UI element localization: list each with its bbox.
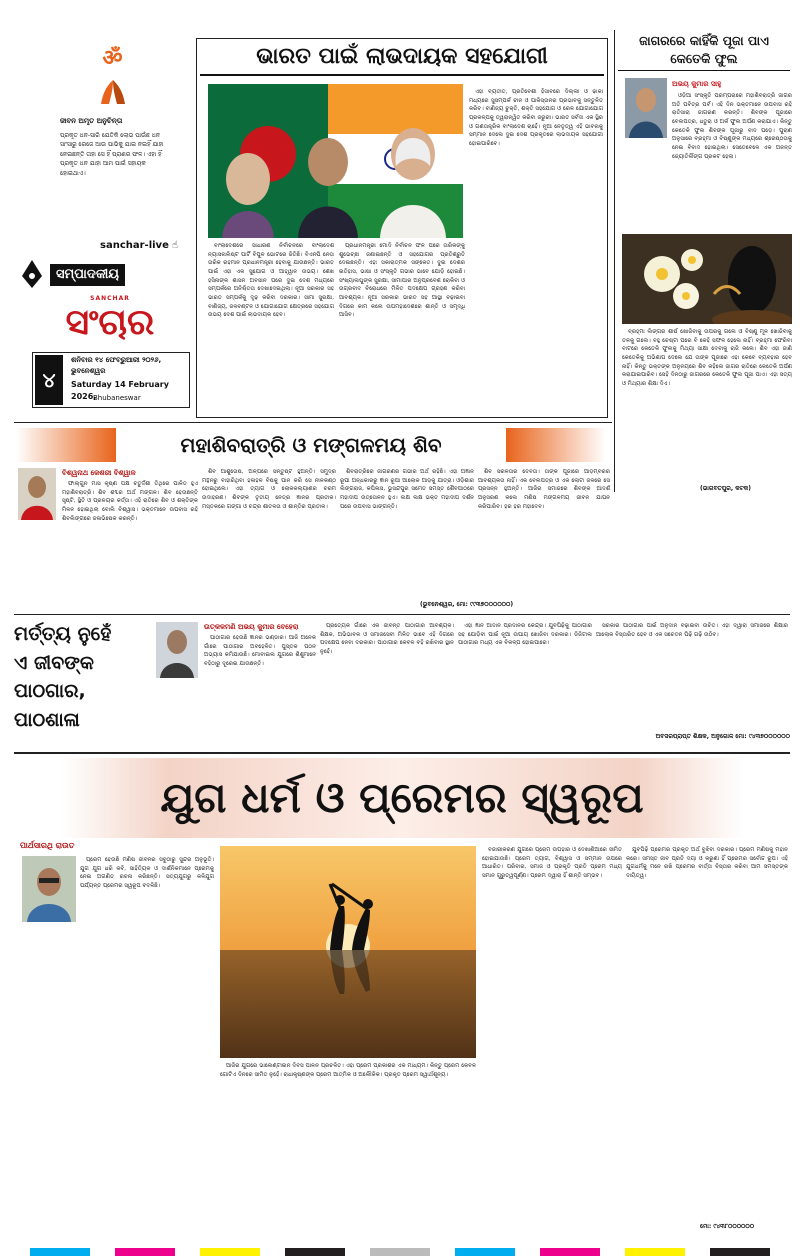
brand-logo: [40, 294, 180, 354]
color-swatch: [115, 1248, 175, 1256]
section-label: [16, 258, 186, 288]
horizontal-divider-3: [14, 752, 790, 754]
shiva-author: ବିଶ୍ୱନାଥ କେଶରୀ ବିଶ୍ୱାଳ: [62, 469, 136, 477]
love-author-photo: [22, 856, 76, 922]
section-title: ସମ୍ପାଦକୀୟ: [50, 264, 125, 286]
editorial-col3: ଏହା ବ୍ୟତୀତ, ପ୍ରତିବେଶୀ ହିସାବରେ ଦିଲ୍ଲୀ ଓ ଢାକା ମଧ୍ୟରେ ସୁସମ୍ପର୍କ ଚୀନ ଓ ପାକିସ୍ତାନର ପ୍ରଭାବକୁ ସନ୍ତୁଳିତ କରିବ। ବାଣିଜ୍ୟ ଚୁକ୍ତି, ଶକ୍ତି ସହଯୋଗ ଓ ରେଳ ଯୋଗାଯୋଗ ପ୍ରକଳ୍ପକୁ ତ୍ୱରାନ୍ୱିତ କରିବା ଜରୁରୀ। ଭାରତ ସର୍ବଦା ଏକ ସ୍ଥିର ଓ ଗଣତାନ୍ତ୍ରିକ ବାଂଲାଦେଶ ଚାହେଁ। ନୂଆ ନେତୃତ୍ୱ ଏହି ଭାବନାକୁ ସମ୍ମାନ ଦେଲେ ଦୁଇ ଦେଶ ପ୍ରକୃତରେ ଲାଭଦାୟକ ସହଯୋଗୀ ହୋଇପାରିବେ।: [469, 89, 603, 147]
quote-text: ପ୍ରକୃତ ଧନ-ସାରି ଯେତିକି ଲୋଭ ପାଉଁଛ ଧନ ସାଂସାରୁ ରେଜେ ଆଉ ପାଭିକୁ ଯାଇ ନଇହିଁ ଯାହା ନେଇଛନ୍ତି ତାହା ସେ ହିଁ ପ୍ରାଣର ଫଳ। ଏହା ହିଁ ପ୍ରକୃତ ଧନ ଯାହା ଆମ ପାଇଁ ସହାୟକ ହୋଇଥାଏ।: [60, 131, 164, 177]
pen-nib-icon: [16, 258, 48, 294]
love-photo: [220, 846, 476, 1058]
om-symbol: ॐ: [102, 46, 123, 71]
library-footer: ଅବସରପ୍ରାପ୍ତ ଶିକ୍ଷକ, ଅନୁଗୋଳ ମୋ: ୯୪୩୭୦୦୦୦୦୦: [655, 733, 790, 740]
horizontal-divider-2: [14, 614, 790, 615]
library-col1: ପାଠାଗାର ହେଉଛି ଜ୍ଞାନର ଭଣ୍ଡାର। ଆଜି ଅନେକ ଗାଁରେ ପାଠାଗାର ଅବହେଳିତ। ପୁସ୍ତକ ପଠନ ଅଭ୍ୟାସ କମିଯାଉଛି। ମୋବାଇଲ ଯୁଗରେ ଶିଶୁମାନେ ବହିଠାରୁ ଦୂରେଇ ଯାଉଛନ୍ତି।: [204, 635, 316, 667]
library-col3: ଏହା ଜ୍ଞାନ ଆଦାନ ପ୍ରଦାନର କେନ୍ଦ୍ର। ଯୁବପିଢ଼ିକୁ ପାଠାଗାର ସହ ଯୋଡ଼ିବା ପାଇଁ ନୂଆ ଉପାୟ ଖୋଜିବା ଦରକାର। ଡିଜିଟାଲ ପାଠାଗାର ମଧ୍ୟ ଏକ ବିକଳ୍ପ ହୋଇପାରେ।: [458, 623, 592, 647]
love-col4: ଯୁବପିଢ଼ି ପ୍ରେମର ପ୍ରକୃତ ଅର୍ଥ ବୁଝିବା ଦରକାର। ପ୍ରେମ ମଣିଷକୁ ମହାନ କରେ। ସମସ୍ତ ଜୀବ ପ୍ରତି ଦୟା ଓ କରୁଣା ହିଁ ପ୍ରେମର ସର୍ବୋଚ୍ଚ ରୂପ। ଏହି ଯୁଗଧର୍ମକୁ ମନେ ରଖି ପ୍ରେମର ବାର୍ତ୍ତା ବିସ୍ତାର କରିବା ଆମ ସମସ୍ତଙ୍କ ଦାୟିତ୍ୱ।: [626, 847, 788, 879]
editorial-col1: ବାଂଲାଦେଶରେ ସାଧାରଣ ନିର୍ବାଚନରେ ବାଂଲାଦେଶ ନ୍ୟାସନାଲିଷ୍ଟ ପାର୍ଟି ବିପୁଳ ଭୋଟରେ ଜିତିଛି। ବିଏନପି ନେତା ତାରିକ ରହମାନ ପ୍ରଧାନମନ୍ତ୍ରୀ ହେବାକୁ ଯାଉଛନ୍ତି। ଭାରତ ପାଇଁ ଏହା ଏକ ସୁଯୋଗ ଓ ଆହ୍ୱାନ ଉଭୟ। ଶେଖ ହସିନାଙ୍କ ଶାସନ ଅବସାନ ପରେ ଦୁଇ ଦେଶ ମଧ୍ୟରେ ସମ୍ପର୍କରେ ଅନିଶ୍ଚିତତା ଦେଖାଦେଇଥିଲା। ନୂଆ ସରକାର ସହ ଭାରତ ସମ୍ପର୍କକୁ ଦୃଢ଼ କରିବା ଦରକାର। ସୀମା ସୁରକ୍ଷା, ବାଣିଜ୍ୟ, ଜଳବଣ୍ଟନ ଓ ଯୋଗାଯୋଗ କ୍ଷେତ୍ରରେ ସହଯୋଗ ଉଭୟ ଦେଶ ପାଇଁ ଲାଭଦାୟକ ହେବ।: [208, 243, 334, 319]
color-swatch: [285, 1248, 345, 1256]
brand-small: SANCHAR: [90, 295, 130, 302]
quote-title: ଜୀବନ ଅମୃତ ଅନୁଚିନ୍ତା: [60, 116, 123, 125]
side-footer: (ଭାଗବତପୁର, କଟକ): [700, 485, 751, 492]
love-col3: ବଜାରୀକରଣ ଯୁଗରେ ପ୍ରେମ ଉପହାର ଓ ଦେଖାଣିଆରେ ସୀମିତ ହୋଇଯାଉଛି। ପ୍ରେମ ତ୍ୟାଗ, ବିଶ୍ୱାସ ଓ ସମ୍ମାନ ଉପରେ ଆଧାରିତ। ପରିବାର, ସମାଜ ଓ ପ୍ରକୃତି ପ୍ରତି ପ୍ରେମ ମଧ୍ୟ ସମାନ ଗୁରୁତ୍ୱପୂର୍ଣ୍ଣ। ପ୍ରେମ ଦ୍ୱାରା ହିଁ ଶାନ୍ତି ସମ୍ଭବ।: [482, 847, 622, 879]
side-author: ଅଭୟ କୁମାର ସାହୁ: [672, 80, 722, 88]
library-col4: ସରକାର ପାଠାଗାର ପାଇଁ ଅନୁଦାନ ବଢ଼ାଇବା ଉଚିତ। ଏହା ଦ୍ୱାରା ସମାଜରେ ଶିକ୍ଷାର ଆଲୋକ ବିସ୍ତାରିତ ହେବ ଓ ଏକ ସଚେତନ ପିଢ଼ି ଗଢ଼ି ଉଠିବ।: [596, 623, 788, 638]
brand-name: ସଂଚାର: [65, 302, 155, 344]
library-headline: ମର୍ତ୍ତ୍ୟ ନୁହେଁ ଏ ଜୀବଙ୍କ ପାଠଗାର, ପାଠଶାଳା: [14, 623, 112, 731]
editorial-photo: [208, 84, 463, 238]
shiva-col3: ଶିବରାତ୍ରିରେ ଜାଗରଣର ଗଭୀର ଅର୍ଥ ରହିଛି। ଏହା ଅଜ୍ଞାନ ରୂପୀ ଅନ୍ଧକାରରୁ ଜ୍ଞାନ ରୂପୀ ଆଲୋକ ଆଡ଼କୁ ଯାତ୍ରା। ଓଡ଼ିଶାର ଲିଙ୍ଗରାଜ, କପିଳାସ, ଭୁସନ୍ଦପୁର ସମେତ ସମସ୍ତ ଶୈବପୀଠରେ ମହାଦୀପ ଉତ୍ତୋଳନ ହୁଏ। ଲକ୍ଷ ଲକ୍ଷ ଭକ୍ତ ମହାଦୀପ ଦର୍ଶନ ପରେ ଉପବାସ ଭାଙ୍ଗନ୍ତି।: [340, 469, 474, 510]
editorial-headline: ଭାରତ ପାଇଁ ଲାଭଦାୟକ ସହଯୋଗୀ: [200, 40, 604, 76]
date-odia: ଶନିବାର ୧୪ ଫେବ୍ରୁଆରୀ ୨୦୨୬, ଭୁବନେଶ୍ୱର: [71, 356, 162, 375]
side-photo: [622, 234, 792, 324]
color-swatch: [370, 1248, 430, 1256]
shiva-headline: ମହାଶିବରାତ୍ରି ଓ ମଙ୍ଗଳମୟ ଶିବ: [16, 428, 606, 462]
vertical-divider: [614, 30, 615, 492]
city-english: Bhubaneswar: [93, 394, 141, 402]
library-author: ଉତ୍କଳମଣି ଅଭୟ କୁମାର ବେହେରା: [204, 623, 299, 631]
library-author-photo: [156, 622, 198, 678]
color-swatch: [455, 1248, 515, 1256]
side-headline: ଜାଗରରେ କାହିଁକି ପୂଜା ପାଏ କେତେକି ଫୁଲ: [618, 32, 790, 71]
color-swatch: [540, 1248, 600, 1256]
praying-hands-icon: [60, 76, 165, 112]
color-swatch: [710, 1248, 770, 1256]
horizontal-divider-1: [14, 422, 612, 423]
date-english: Saturday 14 February 2026,: [71, 380, 169, 402]
love-headline: ଯୁଗ ଧର୍ମ ଓ ପ୍ରେମର ସ୍ୱରୂପ: [14, 758, 790, 838]
love-col1: ପ୍ରେମ ହେଉଛି ମଣିଷ ଜୀବନର ସବୁଠାରୁ ସୁନ୍ଦର ଅନୁଭୂତି। ଯୁଗ ଯୁଗ ଧରି କବି, ସାହିତ୍ୟିକ ଓ ଦାର୍ଶନିକମାନେ ପ୍ରେମକୁ ନେଇ ଅଗଣିତ ରଚନା କରିଛନ୍ତି। ସତ୍ୟଯୁଗରୁ କଳିଯୁଗ ପର୍ଯ୍ୟନ୍ତ ପ୍ରେମର ସ୍ୱରୂପ ବଦଳିଛି।: [80, 857, 214, 889]
color-swatch: [30, 1248, 90, 1256]
love-author: ପାର୍ଥସାରଥି ରାଉତ: [20, 841, 75, 850]
color-swatch: [200, 1248, 260, 1256]
shiva-col4: ଶିବ ସରଳତାର ଦେବତା। ତାଙ୍କ ପୂଜାରେ ଆଡ଼ମ୍ବରର ଆବଶ୍ୟକତା ନାହିଁ। ଏକ ବେଲପତ୍ର ଓ ଏକ ଲୋଟା ଜଳରେ ସେ ପ୍ରସନ୍ନ ହୁଅନ୍ତି। ଆଜିର ସମାଜରେ ଶିବଙ୍କ ଆଦର୍ଶ ଅନୁସରଣ କଲେ ମଣିଷ ମଙ୍ଗଳମୟ ଜୀବନ ଯାପନ କରିପାରିବ। ହର ହର ମହାଦେବ।: [478, 469, 610, 510]
library-col2: ପ୍ରତ୍ୟେକ ଗାଁରେ ଏକ ଜୀବନ୍ତ ପାଠାଗାର ଆବଶ୍ୟକ। ଶିକ୍ଷକ, ଅଭିଭାବକ ଓ ସମାଜସେବୀ ମିଳିତ ଭାବେ ଏହି ଦିଗରେ ପଦକ୍ଷେପ ନେବା ଦରକାର। ପାଠାଗାର କେବଳ ବହି ରଖିବାର ସ୍ଥାନ ନୁହେଁ।: [320, 623, 454, 655]
page-number: ୪: [35, 355, 63, 405]
editorial-col2: ପ୍ରଧାନମନ୍ତ୍ରୀ ମୋଦି ନିର୍ବାଚନ ଫଳ ପରେ ତାରିକଙ୍କୁ ଶୁଭେଚ୍ଛା ଜଣାଇଛନ୍ତି ଓ ସହଯୋଗର ପ୍ରତିଶ୍ରୁତି ଦେଇଛନ୍ତି। ଏହା ସକାରାତ୍ମକ ସଙ୍କେତ। ଦୁଇ ଦେଶର ଇତିହାସ, ଭାଷା ଓ ସଂସ୍କୃତି ଗଭୀର ଭାବେ ଯୋଡ଼ି ହୋଇଛି। ସଂଖ୍ୟାଲଘୁଙ୍କ ସୁରକ୍ଷା, ସୀମାପାର ଅନୁପ୍ରବେଶ ରୋକିବା ଓ ଉଗ୍ରବାଦ ବିରୋଧରେ ମିଳିତ ପଦକ୍ଷେପ ଗ୍ରହଣ କରିବା ଆବଶ୍ୟକ। ନୂଆ ସରକାର ଭାରତ ସହ ଆସ୍ଥା ବଢ଼ାଇବା ଦିଗରେ କାମ କଲେ ଉପମହାଦେଶରେ ଶାନ୍ତି ଓ ସମୃଦ୍ଧି ଆସିବ।: [339, 243, 465, 319]
love-footer: ମୋ: ୯୪୩୮୦୦୦୦୦୦: [700, 1223, 755, 1230]
love-col2: ଆଜିର ଯୁଗରେ ଭାଲେଣ୍ଟାଇନ ଦିବସ ପାଳନ ପ୍ରଚଳିତ। ଏହା ପ୍ରେମ ପ୍ରକାଶର ଏକ ମାଧ୍ୟମ। କିନ୍ତୁ ପ୍ରେମ କେବଳ ଗୋଟିଏ ଦିନରେ ସୀମିତ ନୁହେଁ। ରାଧାକୃଷ୍ଣଙ୍କ ପ୍ରେମ ଆତ୍ମିକ ଓ ଅଲୌକିକ। ପ୍ରକୃତ ପ୍ରେମ ସ୍ୱାର୍ଥଶୂନ୍ୟ।: [220, 1063, 476, 1078]
side-col-top: ଓଡ଼ିଆ ସଂସ୍କୃତି ପରମ୍ପରାରେ ମହାଶିବରାତ୍ରି ଜାଗର ଅତି ପବିତ୍ର ପର୍ବ। ଏହି ଦିନ ଭକ୍ତମାନେ ଉପବାସ ରହି ରାତିସାରା ଜାଗରଣ କରନ୍ତି। ଶିବଙ୍କ ପୂଜାରେ ବେଲପତ୍ର, ଧତୁରା ଓ ଅର୍କ ଫୁଲ ଅର୍ପଣ କରାଯାଏ। କିନ୍ତୁ କେତେକି ଫୁଲ ଶିବଙ୍କ ପୂଜାରୁ ବାଦ ପଡ଼େ। ପୁରାଣ ଅନୁସାରେ ବ୍ରହ୍ମା ଓ ବିଷ୍ଣୁଙ୍କ ମଧ୍ୟରେ ଶ୍ରେଷ୍ଠତାକୁ ନେଇ ବିବାଦ ହୋଇଥିଲା। ସେତେବେଳେ ଏକ ଅନନ୍ତ ଜ୍ୟୋତିର୍ଲିଙ୍ଗ ପ୍ରକଟ ହେଲା।: [672, 93, 792, 160]
shiva-col1: ଫାଲ୍ଗୁନ ମାସ କୃଷ୍ଣ ପକ୍ଷ ଚତୁର୍ଦ୍ଦଶୀ ତିଥିରେ ପାଳିତ ହୁଏ ମହାଶିବରାତ୍ରି। ଶିବ ଶବ୍ଦର ଅର୍ଥ ମଙ୍ଗଳ। ଶିବ ହେଉଛନ୍ତି ସୃଷ୍ଟି, ସ୍ଥିତି ଓ ପ୍ରଳୟର କର୍ତ୍ତା। ଏହି ରାତିରେ ଶିବ ଓ ଶକ୍ତିଙ୍କ ମିଳନ ହୋଇଥିଲା ବୋଲି ବିଶ୍ୱାସ। ଭକ୍ତମାନେ ଉପବାସ ରହି ଶିବଲିଙ୍ଗରେ ଜଳାଭିଷେକ କରନ୍ତି।: [62, 481, 198, 522]
shiva-author-photo: [18, 468, 56, 520]
site-link[interactable]: sanchar-live ☝: [100, 240, 178, 251]
quote-box: [60, 42, 165, 234]
cursor-icon: ☝: [171, 240, 178, 251]
color-swatch: [625, 1248, 685, 1256]
shiva-footer: (ଭୁବନେଶ୍ୱର, ମୋ: ୯୯୩୭୦୦୦୦୦୦): [420, 601, 514, 608]
print-color-bar: [0, 1248, 800, 1258]
date-box: [32, 352, 190, 408]
shiva-col2: ଶିବ ଆଶୁତୋଷ, ଅଳ୍ପରେ ସନ୍ତୁଷ୍ଟ ହୁଅନ୍ତି। ସମୁଦ୍ର ମନ୍ଥନରୁ ବାହାରିଥିବା ହଳାହଳ ବିଷକୁ ପାନ କରି ସେ ନୀଳକଣ୍ଠ ହୋଇଥିଲେ। ଏହା ତ୍ୟାଗ ଓ ଲୋକକଲ୍ୟାଣର ଚରମ ଉଦାହରଣ। ଶିବଙ୍କ ତୃତୀୟ ନେତ୍ର ଜ୍ଞାନର ପ୍ରତୀକ। ମସ୍ତକରେ ଗଙ୍ଗା ଓ ଚନ୍ଦ୍ର ଶୀତଳତା ଓ ଶାନ୍ତିର ପ୍ରତୀକ।: [202, 469, 336, 510]
side-author-photo: [625, 78, 667, 138]
side-col-bottom: ବ୍ରହ୍ମା ଲିଙ୍ଗର ଶୀର୍ଷ ଖୋଜିବାକୁ ଉପରକୁ ଗଲେ ଓ ବିଷ୍ଣୁ ମୂଳ ଖୋଜିବାକୁ ତଳକୁ ଗଲେ। ବହୁ ଚେଷ୍ଟା ପରେ ବି କେହି ସଫଳ ହେଲେ ନାହିଁ। ବ୍ରହ୍ମା ଫେରିବା ବାଟରେ କେତେକି ଫୁଲକୁ ମିଥ୍ୟା ସାକ୍ଷୀ ଦେବାକୁ ରାଜି କଲେ। ଶିବ ଏହା ଜାଣି କେତେକିକୁ ଅଭିଶାପ ଦେଲେ ଯେ ତାଙ୍କ ପୂଜାରେ ଏହା କେବେ ବ୍ୟବହାର ହେବ ନାହିଁ। କିନ୍ତୁ ଭକ୍ତଙ୍କ ଅନୁନୟରେ ଶିବ କହିଲେ ଜାଗର ରାତିରେ କେତେକି ଅର୍ପଣ କରାଯାଇପାରିବ। ସେହି ଦିନଠାରୁ ଜାଗରରେ କେତେକି ଫୁଲ ପୂଜା ପାଏ। ଏହା ସତ୍ୟ ଓ ମିଥ୍ୟାର ଶିକ୍ଷା ଦିଏ।: [622, 329, 792, 387]
